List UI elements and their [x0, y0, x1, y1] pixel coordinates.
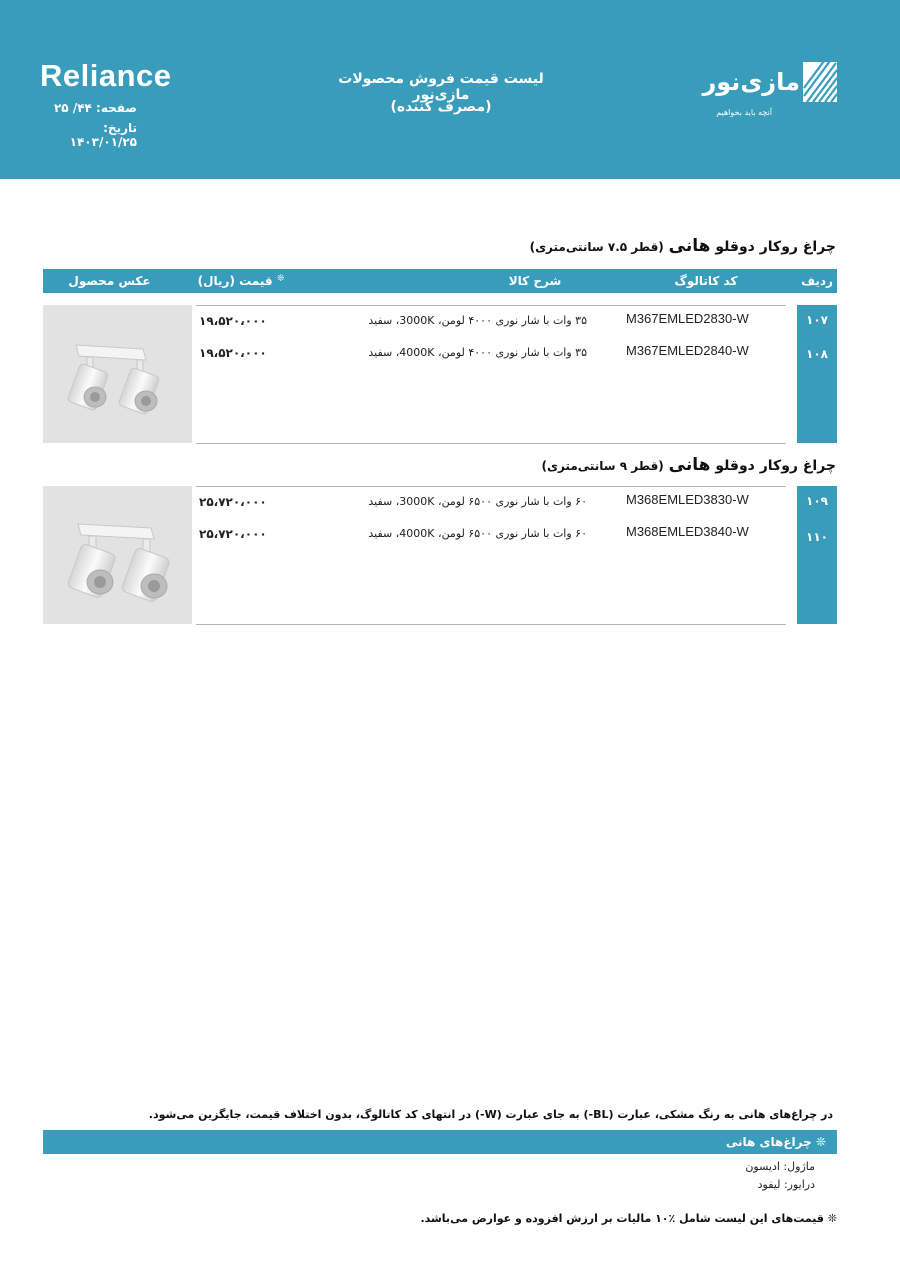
product-description: ۶۰ وات با شار نوری ۶۵۰۰ لومن، 4000K، سفید — [368, 527, 587, 540]
section-title-suffix: (قطر ۷.۵ سانتی‌متری) — [529, 240, 664, 254]
page-subtitle: (مصرف کننده) — [390, 99, 492, 115]
column-header-description: شرح کالا — [508, 274, 562, 288]
section-title-name: هانی — [668, 236, 711, 256]
price-mark-icon: ❊ — [276, 274, 285, 284]
row-divider — [196, 624, 786, 625]
product-price: ۲۵،۷۲۰،۰۰۰ — [199, 527, 267, 541]
footer-section-bar — [43, 1130, 837, 1154]
brand-name: Reliance — [40, 58, 172, 93]
catalog-code: M368EMLED3840-W — [626, 524, 749, 539]
product-price: ۲۵،۷۲۰،۰۰۰ — [199, 495, 267, 509]
footer-section-title: ❊ چراغ‌های هانی — [725, 1135, 826, 1149]
catalog-code: M368EMLED3830-W — [626, 492, 749, 507]
row-divider — [196, 443, 786, 444]
logo-text: مازی‌نور — [702, 68, 800, 96]
section-title-name: هانی — [668, 455, 711, 475]
row-index: ۱۱۰ — [806, 530, 828, 544]
section-title — [530, 236, 836, 256]
page-title: لیست قیمت فروش محصولات مازی‌نور — [338, 71, 544, 103]
track-spotlight-icon — [43, 305, 192, 443]
driver-info: درایور: لیفود — [757, 1178, 815, 1191]
row-divider — [196, 305, 786, 306]
product-description: ۶۰ وات با شار نوری ۶۵۰۰ لومن، 3000K، سفید — [368, 495, 587, 508]
row-index: ۱۰۸ — [806, 347, 828, 361]
document-date: تاریخ: ۱۴۰۳/۰۱/۲۵ — [69, 121, 137, 149]
row-index: ۱۰۹ — [806, 494, 828, 508]
product-price: ۱۹،۵۲۰،۰۰۰ — [199, 346, 267, 360]
page-number: صفحه: ۴۴/ ۲۵ — [53, 101, 137, 115]
tax-note: ❊ قیمت‌های این لیست شامل ٪۱۰ مالیات بر ارزش افزوده و عوارض می‌باشد. — [420, 1212, 837, 1225]
product-description: ۳۵ وات با شار نوری ۴۰۰۰ لومن، 3000K، سفید — [368, 314, 587, 327]
black-variant-note: در چراغ‌های هانی به رنگ مشکی، عبارت (BL-) به جای عبارت (W-) در انتهای کد کاتالوگ، بدون اختلاف قیمت، جایگزین می‌شود. — [148, 1108, 833, 1121]
section-title-suffix: (قطر ۹ سانتی‌متری) — [541, 459, 664, 473]
column-header-image: عکس محصول — [68, 274, 151, 288]
row-index: ۱۰۷ — [806, 313, 828, 327]
section-title — [541, 455, 836, 475]
product-description: ۳۵ وات با شار نوری ۴۰۰۰ لومن، 4000K، سفید — [368, 346, 587, 359]
section-title-prefix: چراغ روکار دوقلو — [715, 458, 836, 474]
maziar-logo — [700, 58, 840, 128]
logo-tagline: آنچه باید بخواهیم — [716, 108, 772, 117]
product-price: ۱۹،۵۲۰،۰۰۰ — [199, 314, 267, 328]
catalog-code: M367EMLED2830-W — [626, 311, 749, 326]
column-header-price — [196, 274, 286, 288]
catalog-code: M367EMLED2840-W — [626, 343, 749, 358]
row-divider — [196, 486, 786, 487]
track-spotlight-icon — [43, 486, 192, 624]
module-info: ماژول: ادیسون — [745, 1160, 815, 1173]
column-header-price-label: قیمت (ریال) — [197, 274, 273, 288]
column-header-index: ردیف — [801, 274, 833, 288]
product-image — [43, 305, 192, 443]
column-header-code: کد کاتالوگ — [674, 274, 738, 288]
section-title-prefix: چراغ روکار دوقلو — [715, 239, 836, 255]
product-image — [43, 486, 192, 624]
